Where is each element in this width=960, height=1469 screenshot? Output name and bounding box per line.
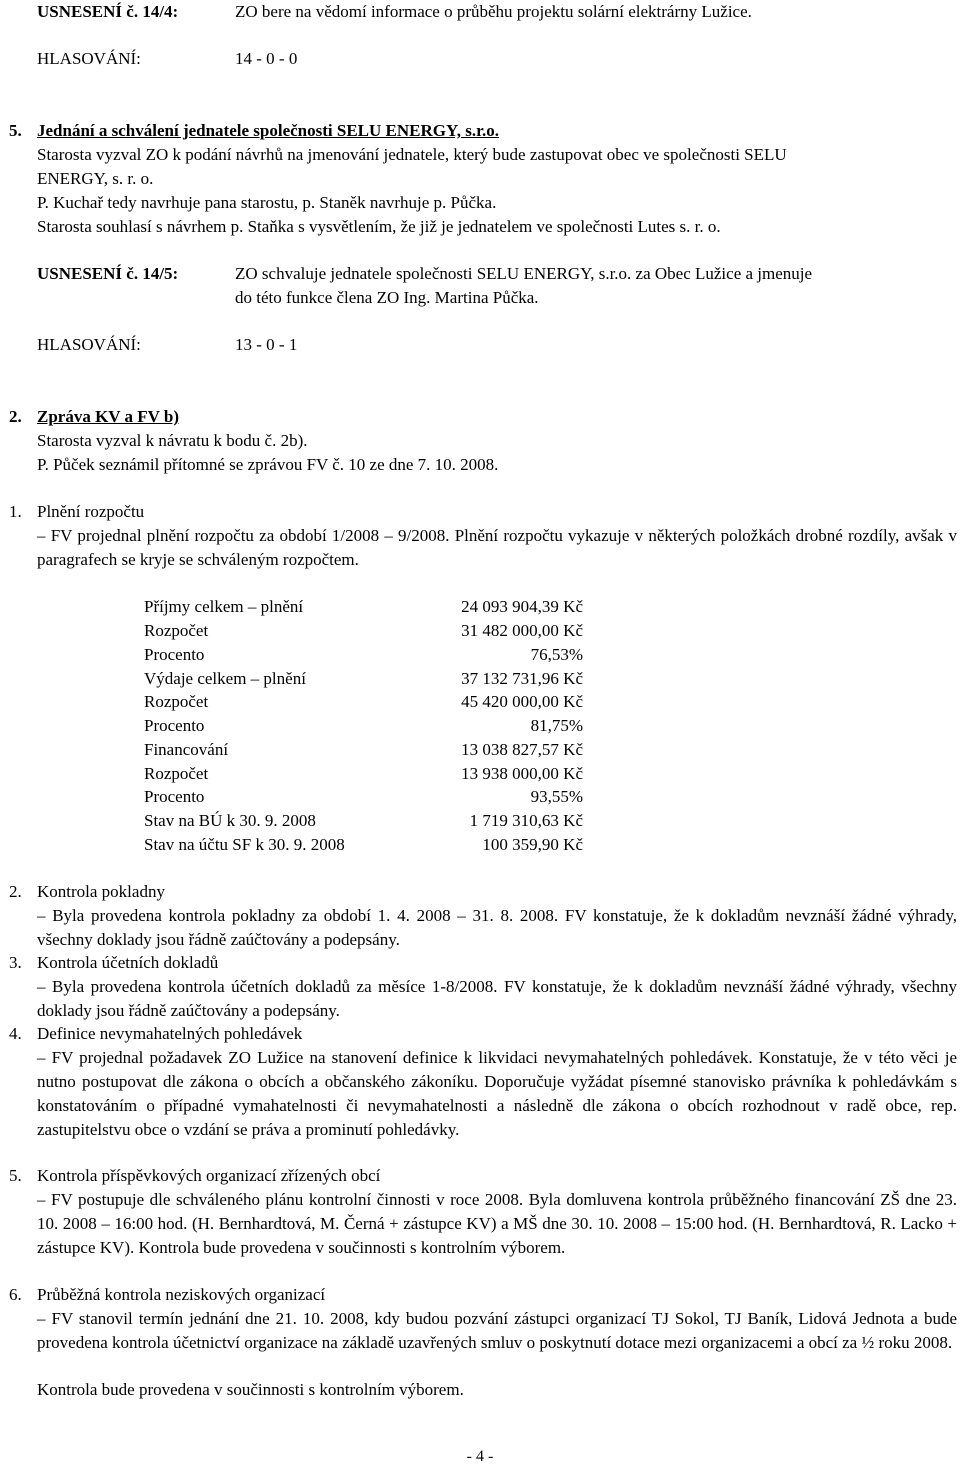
finance-value: 13 038 827,57 Kč (461, 740, 583, 759)
page-number: - 4 - (466, 1448, 494, 1465)
finance-value: 24 093 904,39 Kč (461, 597, 583, 616)
item-5-line-3: P. Kuchař tedy navrhuje pana starostu, p. Staněk navrhuje p. Půčka. (37, 193, 497, 212)
item-2-line-1: Starosta vyzval k návratu k bodu č. 2b). (37, 431, 308, 450)
item-5-heading: Jednání a schválení jednatele společnosti SELU ENERGY, s.r.o. (37, 121, 500, 140)
subitem-6-heading: Průběžná kontrola neziskových organizací (37, 1285, 326, 1304)
subitem-6-closing: Kontrola bude provedena v součinnosti s kontrolním výborem. (37, 1380, 464, 1399)
subitem-6-text: – FV stanovil termín jednání dne 21. 10. 2008, kdy budou pozvání zástupci organizací TJ Sokol, TJ Baník, Lidová Jednota a bude provedena kontrola účetnictví organizace na základě uzavřených smluv o poskytnutí dotace mezi organizacemi a obcí za ½ roku 2008. (37, 1309, 957, 1352)
subitem-number: 3. (9, 953, 22, 972)
finance-value: 1 719 310,63 Kč (469, 811, 583, 830)
finance-label: Výdaje celkem – plnění (144, 669, 306, 688)
finance-label: Stav na účtu SF k 30. 9. 2008 (144, 835, 345, 854)
subitem-2-heading: Kontrola pokladny (37, 882, 165, 901)
subitem-1-text: – FV projednal plnění rozpočtu za období 1/2008 – 9/2008. Plnění rozpočtu vykazuje v některých položkách drobné rozdíly, avšak v paragrafech se kryje se schváleným rozpočtem. (37, 526, 957, 569)
finance-label: Procento (144, 645, 205, 664)
finance-label: Procento (144, 716, 205, 735)
resolution-14-5-text-1: ZO schvaluje jednatele společnosti SELU ENERGY, s.r.o. za Obec Lužice a jmenuje (235, 264, 813, 283)
item-5-line-1: Starosta vyzval ZO k podání návrhů na jmenování jednatele, který bude zastupovat obec ve společnosti SELU (37, 145, 787, 164)
resolution-14-4-label: USNESENÍ č. 14/4: (37, 2, 179, 21)
subitem-number: 5. (9, 1166, 22, 1185)
subitem-number: 6. (9, 1285, 22, 1304)
subitem-number: 1. (9, 502, 22, 521)
finance-value: 45 420 000,00 Kč (461, 692, 583, 711)
subitem-3-text: – Byla provedena kontrola účetních dokladů za měsíce 1-8/2008. FV konstatuje, že k dokladům nevznáší žádné výhrady, všechny doklady jsou řádně zaúčtovány a podepsány. (37, 977, 957, 1020)
item-2-line-2: P. Půček seznámil přítomné se zprávou FV č. 10 ze dne 7. 10. 2008. (37, 455, 499, 474)
finance-value: 76,53% (530, 645, 583, 664)
subitem-number: 4. (9, 1024, 22, 1043)
subitem-number: 2. (9, 882, 22, 901)
vote-result: 13 - 0 - 1 (235, 335, 298, 354)
finance-value: 31 482 000,00 Kč (461, 621, 583, 640)
item-5-line-4: Starosta souhlasí s návrhem p. Staňka s vysvětlením, že již je jednatelem ve společnosti Lutes s. r. o. (37, 217, 721, 236)
finance-value: 13 938 000,00 Kč (461, 764, 583, 783)
finance-label: Rozpočet (144, 764, 209, 783)
finance-value: 100 359,90 Kč (482, 835, 583, 854)
subitem-4-text: – FV projednal požadavek ZO Lužice na stanovení definice k likvidaci nevymahatelných pohledávek. Konstatuje, že v této věci je nutno postupovat dle zákona o obcích a občanského zákoníku. Doporučuje vyžádat písemné stanovisko právníka k pohledávkám s konstatováním o případné vymahatelnosti či nevymahatelnosti a následně dle zákona o obcích rozhodnout v radě obce, rep. zastupitelstvu obce o vzdání se práva a prominutí pohledávky. (37, 1048, 957, 1139)
finance-value: 37 132 731,96 Kč (461, 669, 583, 688)
resolution-14-4-text: ZO bere na vědomí informace o průběhu projektu solární elektrárny Lužice. (235, 2, 752, 21)
subitem-5-heading: Kontrola příspěvkových organizací zřízených obcí (37, 1166, 381, 1185)
finance-value: 93,55% (530, 787, 583, 806)
finance-label: Procento (144, 787, 205, 806)
vote-result: 14 - 0 - 0 (235, 49, 298, 68)
item-number: 5. (9, 121, 22, 140)
finance-value: 81,75% (530, 716, 583, 735)
finance-label: Rozpočet (144, 621, 209, 640)
vote-label: HLASOVÁNÍ: (37, 335, 141, 354)
finance-label: Financování (144, 740, 229, 759)
subitem-5-text: – FV postupuje dle schváleného plánu kontrolní činnosti v roce 2008. Byla domluvena kontrola průběžného financování ZŠ dne 23. 10. 2008 – 16:00 hod. (H. Bernhardtová, M. Černá + zástupce KV) a MŠ dne 30. 10. 2008 – 15:00 hod. (H. Bernhardtová, R. Lacko + zástupce KV). Kontrola bude provedena v součinnosti s kontrolním výborem. (37, 1190, 957, 1257)
subitem-1-heading: Plnění rozpočtu (37, 502, 145, 521)
subitem-3-heading: Kontrola účetních dokladů (37, 953, 219, 972)
subitem-2-text: – Byla provedena kontrola pokladny za období 1. 4. 2008 – 31. 8. 2008. FV konstatuje, že k dokladům nevznáší žádné výhrady, všechny doklady jsou řádně zaúčtovány a podepsány. (37, 906, 957, 949)
vote-label: HLASOVÁNÍ: (37, 49, 141, 68)
item-2-heading: Zpráva KV a FV b) (37, 407, 180, 426)
resolution-14-5-label: USNESENÍ č. 14/5: (37, 264, 179, 283)
finance-label: Rozpočet (144, 692, 209, 711)
subitem-4-heading: Definice nevymahatelných pohledávek (37, 1024, 303, 1043)
finance-label: Příjmy celkem – plnění (144, 597, 304, 616)
resolution-14-5-text-2: do této funkce člena ZO Ing. Martina Půčka. (235, 288, 539, 307)
finance-label: Stav na BÚ k 30. 9. 2008 (144, 811, 316, 830)
item-5-line-2: ENERGY, s. r. o. (37, 169, 154, 188)
item-number: 2. (9, 407, 22, 426)
